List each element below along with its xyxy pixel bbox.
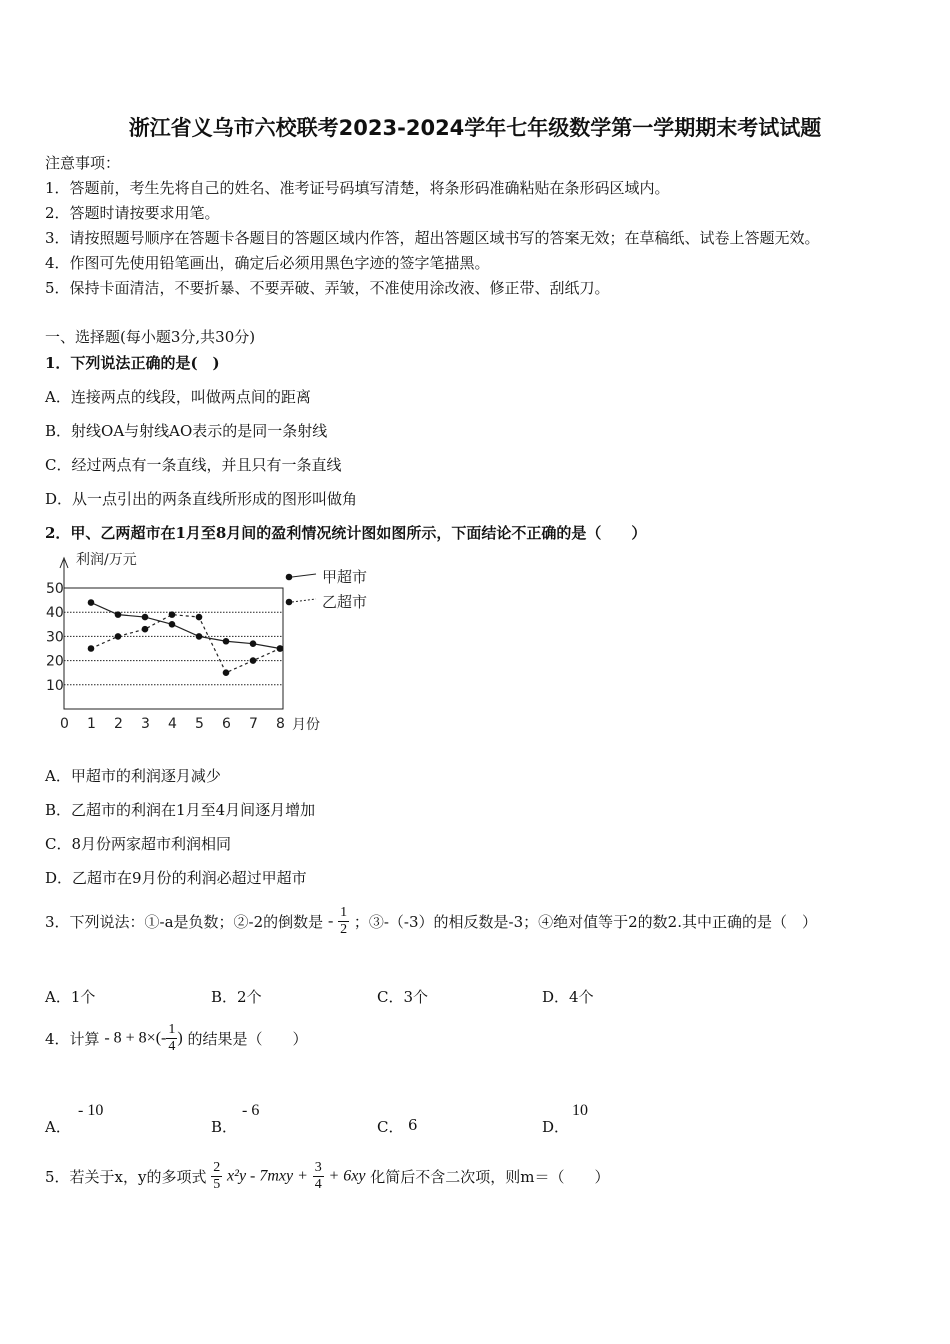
y-tick-label: 30	[46, 629, 64, 646]
q3-stem-a: 3．下列说法：①-a是负数；②-2的倒数是	[45, 913, 324, 931]
x-tick-label: 7	[249, 716, 258, 732]
q5-fraction-2	[313, 1160, 324, 1193]
question-1-stem: 1．下列说法正确的是( )	[45, 354, 220, 372]
x-tick-label: 6	[222, 716, 231, 732]
q1-option-c: C．经过两点有一条直线，并且只有一条直线	[45, 456, 342, 474]
q2-option-b: B．乙超市的利润在1月至4月间逐月增加	[45, 801, 316, 819]
q5-f2-num: 3	[314, 1160, 322, 1175]
legend-line	[292, 574, 316, 577]
q4-option-d-label: D．	[542, 1118, 570, 1136]
q4-stem-a: 4．计算	[45, 1030, 100, 1048]
question-2-stem: 2．甲、乙两超市在1月至8月间的盈利情况统计图如图所示，下面结论不正确的是（ ）	[45, 524, 647, 542]
notice-item: 1．答题前，考生先将自己的姓名、准考证号码填写清楚，将条形码准确粘贴在条形码区域内。	[45, 179, 670, 197]
notice-item: 3．请按照题号顺序在答题卡各题目的答题区域内作答，超出答题区域书写的答案无效；在草稿纸、试卷上答题无效。	[45, 229, 820, 247]
x-tick-label: 8	[276, 716, 285, 732]
q5-term-2: + 6xy	[328, 1167, 366, 1185]
q3-frac-sign: -	[327, 912, 334, 930]
data-point	[142, 614, 149, 621]
q3-option-c: C．3个	[377, 988, 429, 1006]
q2-option-c: C．8月份两家超市利润相同	[45, 835, 232, 853]
q3-fraction	[338, 905, 349, 938]
q4-stem-b: 的结果是（ ）	[187, 1030, 308, 1048]
data-point	[115, 611, 122, 618]
question-3-stem	[45, 905, 817, 938]
plot-frame	[64, 588, 283, 709]
y-tick-label: 40	[46, 605, 64, 622]
data-point	[223, 669, 230, 676]
q3-frac-num: 1	[340, 905, 348, 920]
data-point	[250, 657, 257, 664]
data-point	[196, 633, 203, 640]
data-point	[88, 645, 95, 652]
q4-option-c-label: C．	[377, 1118, 404, 1136]
x-tick-label: 1	[87, 716, 96, 732]
notice-heading: 注意事项：	[45, 154, 121, 172]
legend-label: 乙超市	[322, 593, 368, 611]
x-tick-label: 5	[195, 716, 204, 732]
data-point	[88, 599, 95, 606]
profit-line-chart	[40, 548, 400, 738]
x-axis-label: 月份	[292, 717, 320, 733]
data-point	[223, 638, 230, 645]
q3-frac-den: 2	[340, 922, 348, 937]
q1-option-a: A．连接两点的线段，叫做两点间的距离	[45, 388, 311, 406]
x-tick-label: 4	[168, 716, 177, 732]
data-point	[196, 614, 203, 621]
legend-marker	[286, 599, 293, 606]
q4-option-d-value: 10	[572, 1102, 588, 1119]
q4-option-b-value: - 6	[242, 1102, 260, 1119]
q4-option-a-value: - 10	[78, 1102, 104, 1119]
y-tick-label: 20	[46, 653, 64, 670]
legend-line	[292, 599, 316, 602]
notice-item: 5．保持卡面清洁，不要折暴、不要弄破、弄皱，不准使用涂改液、修正带、刮纸刀。	[45, 279, 610, 297]
legend-marker	[286, 574, 293, 581]
q4-frac-num: 1	[168, 1022, 176, 1037]
question-4-stem	[45, 1022, 307, 1055]
data-point	[142, 626, 149, 633]
q1-option-d: D．从一点引出的两条直线所形成的图形叫做角	[45, 490, 358, 508]
q1-option-b: B．射线OA与射线AO表示的是同一条射线	[45, 422, 328, 440]
q3-option-b: B．2个	[211, 988, 262, 1006]
q4-expr-a: - 8 + 8×(-	[104, 1029, 167, 1047]
q4-option-b-label: B．	[211, 1118, 238, 1136]
q5-f2-den: 4	[314, 1177, 322, 1192]
q3-option-d: D．4个	[542, 988, 594, 1006]
q2-option-a: A．甲超市的利润逐月减少	[45, 767, 221, 785]
data-point	[250, 640, 257, 647]
q3-option-a: A．1个	[45, 988, 96, 1006]
q4-expr-b: )	[177, 1029, 183, 1047]
data-point	[277, 645, 284, 652]
y-tick-label: 50	[46, 581, 64, 597]
y-axis-label: 利润/万元	[76, 552, 137, 568]
y-tick-label: 10	[46, 677, 64, 694]
data-point	[169, 621, 176, 628]
q5-stem-a: 5．若关于x，y的多项式	[45, 1168, 207, 1186]
section-heading: 一、选择题(每小题3分,共30分)	[45, 328, 256, 346]
q5-stem-b: 化简后不含二次项，则m＝（ ）	[370, 1168, 610, 1186]
q2-option-d: D．乙超市在9月份的利润必超过甲超市	[45, 869, 307, 887]
q4-option-c-value: 6	[408, 1116, 418, 1134]
q4-frac-den: 4	[168, 1039, 176, 1054]
q5-fraction-1	[211, 1160, 222, 1193]
data-point	[169, 611, 176, 618]
q4-option-a-label: A．	[45, 1118, 71, 1136]
q5-term-1: x²y - 7mxy +	[227, 1167, 308, 1185]
x-tick-label: 3	[141, 716, 150, 732]
data-point	[115, 633, 122, 640]
legend-label: 甲超市	[322, 568, 368, 586]
q5-f1-den: 5	[213, 1177, 221, 1192]
x-tick-label: 0	[60, 716, 69, 732]
q5-f1-num: 2	[213, 1160, 221, 1175]
notice-item: 4．作图可先使用铅笔画出，确定后必须用黑色字迹的签字笔描黑。	[45, 254, 490, 272]
q4-fraction	[166, 1022, 177, 1055]
question-5-stem	[45, 1160, 610, 1193]
notice-item: 2．答题时请按要求用笔。	[45, 204, 220, 222]
x-tick-label: 2	[114, 716, 123, 732]
page-title: 浙江省义乌市六校联考2023-2024学年七年级数学第一学期期末考试试题	[128, 116, 822, 140]
q3-stem-b: ；③-（-3）的相反数是-3；④绝对值等于2的数2.其中正确的是（ ）	[353, 913, 817, 931]
